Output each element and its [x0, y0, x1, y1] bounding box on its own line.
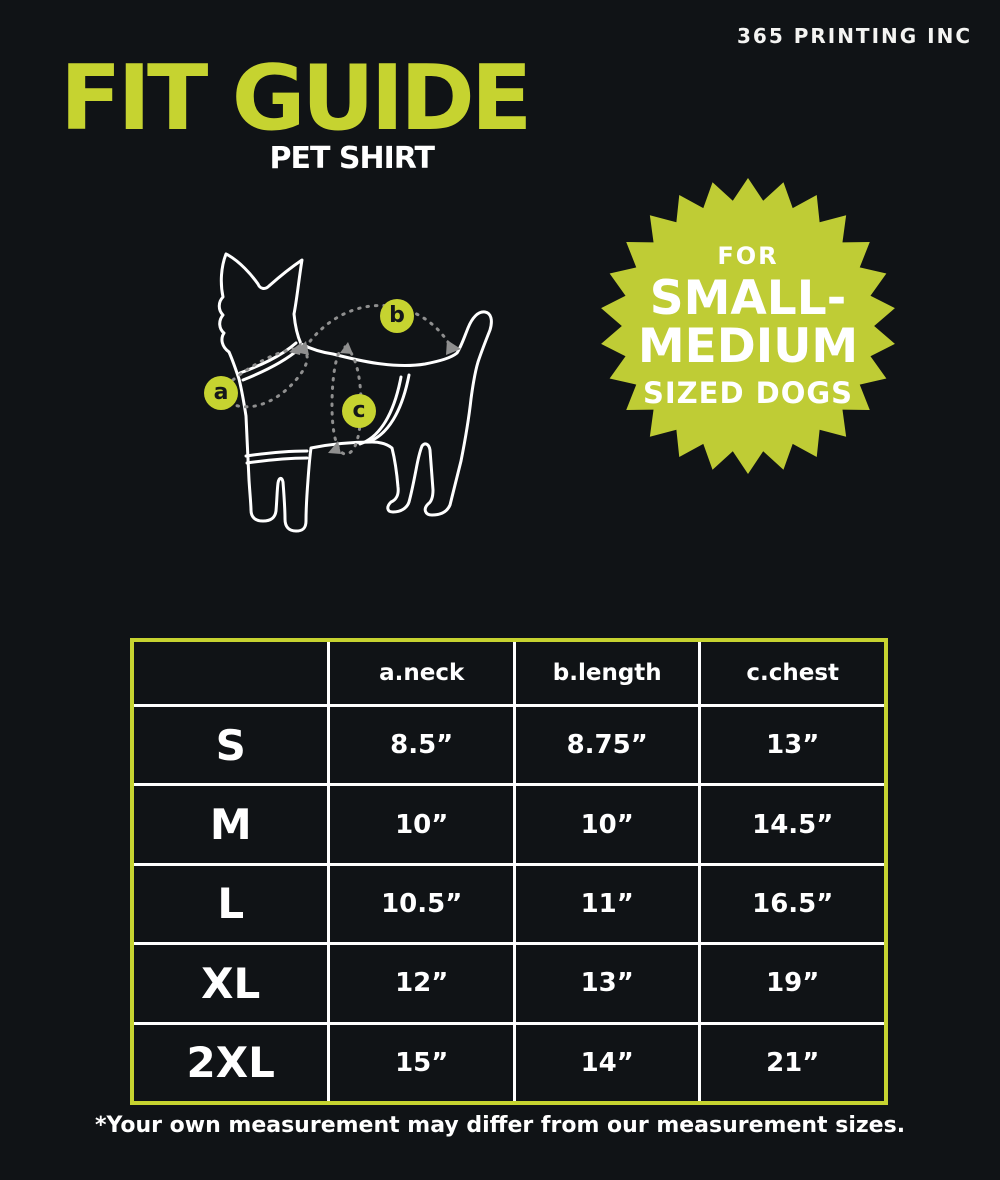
size-chart-table	[130, 638, 888, 1105]
value-cell: 19”	[701, 945, 884, 1021]
size-cell: L	[134, 866, 327, 942]
marker-c-chest	[342, 394, 376, 428]
dog-measurement-diagram	[185, 245, 505, 545]
value-cell: 10.5”	[330, 866, 513, 942]
size-cell: M	[134, 786, 327, 862]
shirt-sleeve-line	[246, 451, 307, 456]
value-cell: 10”	[330, 786, 513, 862]
value-cell: 11”	[516, 866, 699, 942]
size-cell: 2XL	[134, 1025, 327, 1101]
size-range-badge	[599, 177, 897, 475]
measure-b-length-arc	[305, 305, 451, 348]
arrowhead	[340, 342, 353, 354]
value-cell: 13”	[516, 945, 699, 1021]
value-cell: 21”	[701, 1025, 884, 1101]
page-title: FIT GUIDE	[60, 46, 529, 151]
dog-body-outline	[219, 254, 491, 531]
value-cell: 8.5”	[330, 707, 513, 783]
value-cell: 10”	[516, 786, 699, 862]
size-cell: XL	[134, 945, 327, 1021]
marker-b-label: b	[389, 303, 405, 328]
marker-a-neck	[204, 376, 238, 410]
badge-line-medium: MEDIUM	[637, 318, 859, 374]
value-cell: 13”	[701, 707, 884, 783]
marker-c-label: c	[352, 398, 366, 423]
marker-a-label: a	[213, 380, 229, 405]
badge-line-small: SMALL-	[649, 270, 847, 326]
badge-line-sized-dogs: SIZED DOGS	[642, 376, 854, 411]
marker-b-length	[380, 299, 414, 333]
shirt-collar-line	[243, 349, 299, 380]
size-cell: S	[134, 707, 327, 783]
header-cell-chest: c.chest	[701, 642, 884, 704]
value-cell: 14”	[516, 1025, 699, 1101]
brand-name: 365 PRINTING INC	[736, 24, 972, 48]
header-cell-neck: a.neck	[330, 642, 513, 704]
header-cell-length: b.length	[516, 642, 699, 704]
header-cell-empty	[134, 642, 327, 704]
badge-line-for: FOR	[717, 241, 779, 270]
value-cell: 12”	[330, 945, 513, 1021]
footnote: *Your own measurement may differ from our measurement sizes.	[94, 1113, 906, 1138]
value-cell: 14.5”	[701, 786, 884, 862]
shirt-sleeve-line	[247, 458, 307, 463]
value-cell: 8.75”	[516, 707, 699, 783]
value-cell: 16.5”	[701, 866, 884, 942]
value-cell: 15”	[330, 1025, 513, 1101]
badge-text	[599, 177, 897, 475]
page-subtitle: PET SHIRT	[269, 141, 434, 176]
